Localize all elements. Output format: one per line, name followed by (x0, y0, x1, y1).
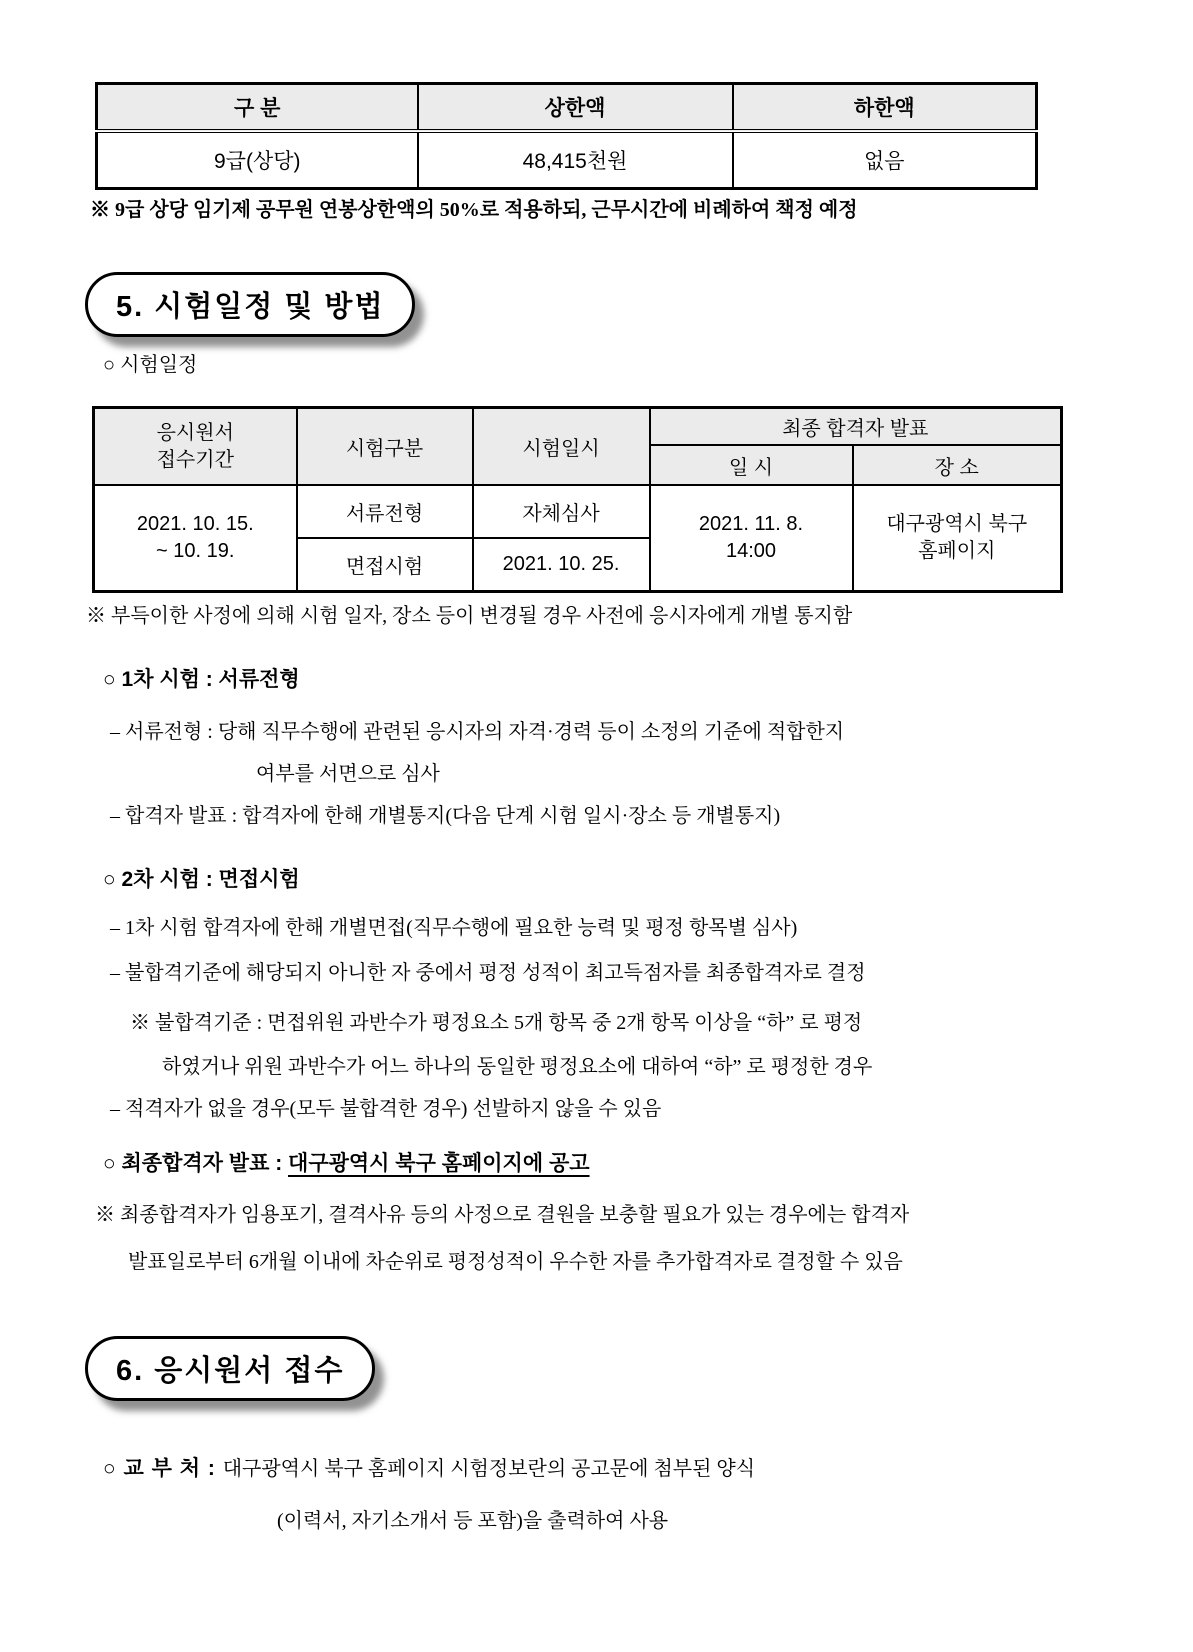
final-announcement-note-line1: ※ 최종합격자가 임용포기, 결격사유 등의 사정으로 결원을 보충할 필요가 있는 경우에는 합격자 (95, 1204, 910, 1226)
final-announcement-title (103, 1150, 590, 1177)
salary-table-row (97, 131, 1037, 189)
section5-heading-badge: 5. 시험일정 및 방법 (85, 272, 415, 337)
submission-office-text: 대구광역시 북구 홈페이지 시험정보란의 공고문에 첨부된 양식 (222, 1458, 756, 1480)
section6-heading-badge: 6. 응시원서 접수 (85, 1336, 375, 1401)
schedule-apply-period-line2: ~ 10. 19. (156, 540, 235, 562)
exam2-title: ○ 2차 시험 : 면접시험 (103, 868, 300, 891)
salary-table-header-row (97, 84, 1037, 132)
schedule-body-row-1 (94, 485, 1062, 538)
salary-cell-upper-limit: 48,415천원 (418, 131, 733, 189)
schedule-cell-row1-datetime: 자체심사 (473, 485, 650, 538)
final-announcement-note-line2: 발표일로부터 6개월 이내에 차순위로 평정성적이 우수한 자를 추가합격자로 결정할 수 있음 (128, 1251, 903, 1273)
submission-office-label: ○ 교 부 처 : (103, 1457, 223, 1480)
final-announcement-title-underlined: 대구광역시 북구 홈페이지에 공고 (288, 1152, 590, 1175)
exam2-item3: – 적격자가 없을 경우(모두 불합격한 경우) 선발하지 않을 수 있음 (110, 1098, 662, 1120)
salary-header-lower-limit: 하한액 (733, 84, 1037, 132)
exam2-item1: – 1차 시험 합격자에 한해 개별면접(직무수행에 필요한 능력 및 평정 항목별 심사) (110, 917, 798, 939)
exam2-fail-note-line1: ※ 불합격기준 : 면접위원 과반수가 평정요소 5개 항목 중 2개 항목 이상을 “하” 로 평정 (130, 1012, 863, 1034)
exam1-item2: – 합격자 발표 : 합격자에 한해 개별통지(다음 단계 시험 일시·장소 등 개별통지) (110, 805, 781, 827)
exam1-title: ○ 1차 시험 : 서류전형 (103, 668, 300, 691)
schedule-header-apply-line2: 접수기간 (156, 448, 234, 471)
schedule-cell-row2-type: 면접시험 (297, 538, 473, 592)
schedule-cell-final-date (650, 485, 853, 592)
exam2-fail-note-line2: 하였거나 위원 과반수가 어느 하나의 동일한 평정요소에 대하여 “하” 로 평정한 경우 (162, 1056, 873, 1078)
schedule-header-final-place: 장 소 (853, 445, 1062, 485)
exam2-item2: – 불합격기준에 해당되지 아니한 자 중에서 평정 성적이 최고득점자를 최종합격자로 결정 (110, 962, 866, 984)
schedule-note: ※ 부득이한 사정에 의해 시험 일자, 장소 등이 변경될 경우 사전에 응시자에게 개별 통지함 (86, 605, 853, 627)
salary-header-category: 구 분 (97, 84, 418, 132)
submission-office-line2: (이력서, 자기소개서 등 포함)을 출력하여 사용 (277, 1510, 669, 1532)
schedule-header-exam-datetime: 시험일시 (473, 408, 650, 486)
salary-limit-table (95, 82, 1038, 190)
exam1-item1-line2: 여부를 서면으로 심사 (256, 763, 440, 785)
exam-schedule-table (92, 406, 1063, 593)
schedule-header-final-announcement: 최종 합격자 발표 (650, 408, 1062, 446)
salary-header-upper-limit: 상한액 (418, 84, 733, 132)
exam1-item1-line1: – 서류전형 : 당해 직무수행에 관련된 응시자의 자격·경력 등이 소정의 기준에 적합한지 (110, 721, 845, 743)
schedule-final-place-line1: 대구광역시 북구 (886, 513, 1028, 535)
schedule-final-place-line2: 홈페이지 (918, 540, 996, 562)
salary-cell-lower-limit: 없음 (733, 131, 1037, 189)
schedule-header-final-date: 일 시 (650, 445, 853, 485)
schedule-header-apply-line1: 응시원서 (156, 421, 234, 444)
schedule-cell-final-place (853, 485, 1062, 592)
schedule-final-date-line2: 14:00 (725, 540, 777, 562)
schedule-apply-period-line1: 2021. 10. 15. (136, 513, 254, 535)
schedule-final-date-line1: 2021. 11. 8. (698, 513, 804, 535)
submission-office-line1 (103, 1455, 755, 1482)
final-announcement-title-prefix: ○ 최종합격자 발표 : (103, 1152, 289, 1175)
schedule-cell-apply-period (94, 485, 297, 592)
schedule-header-exam-type: 시험구분 (297, 408, 473, 486)
schedule-cell-row2-datetime: 2021. 10. 25. (473, 538, 650, 592)
schedule-header-apply-period (94, 408, 297, 486)
salary-cell-grade: 9급(상당) (97, 131, 418, 189)
salary-note: ※ 9급 상당 임기제 공무원 연봉상한액의 50%로 적용하되, 근무시간에 비례하여 책정 예정 (90, 199, 858, 221)
schedule-header-row-1 (94, 408, 1062, 446)
schedule-cell-row1-type: 서류전형 (297, 485, 473, 538)
schedule-bullet: ○ 시험일정 (103, 354, 198, 376)
